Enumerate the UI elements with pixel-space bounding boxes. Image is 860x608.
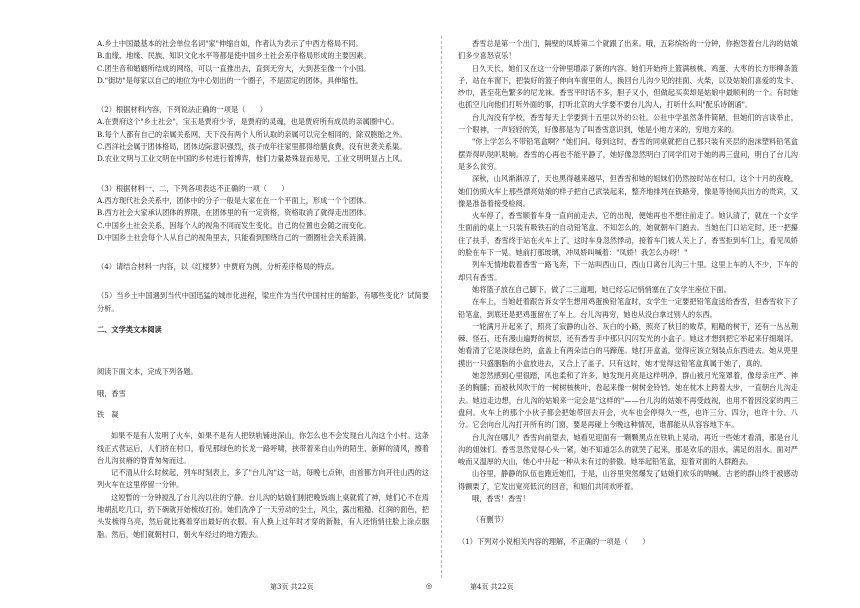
q2-option-c: C.西洋社会属于团体格局，团体边际意识强烈，孩子成年往家里都得给膳食费，没有世袭关系渠。	[97, 142, 407, 152]
right-page-column	[458, 38, 798, 548]
question-4: （4）请结合材料一内容，以《红楼梦》中贾府为例，分析差序格局的特点。	[97, 262, 339, 272]
story-paragraph: 这短暂的一分钟搅乱了台儿沟以往的宁静。台儿沟的姑娘们刚把晚饭端上桌就慌了神，她们心不在焉地胡乱吃几口，扔下碗就开始梳妆打扮。她们洗净了一天劳动的尘土，风尘，露出粗糙、红润的面色，把头发梳得乌亮，然后就比赛着穿出最好的衣服。有人换上过年时才穿的新鞋，有人还悄悄往脸上涂点胭脂。然后，她们就朝村口，朝火车经过的地方跑去。	[97, 492, 429, 539]
question-2: （2）根据材料内容，下列说法正确的一项是（ ）	[97, 105, 267, 115]
story-author: 铁 凝	[97, 409, 119, 419]
story-paragraph: 列车无情地载着香雪一路飞奔，下一站叫西山口，西山口离台儿沟三十里。这里上车的人不少，下车的却只有香雪。	[458, 260, 798, 282]
q3-option-c: C.中国乡土社会关系，因每个人的视角不同而发生变化，自己的位置也会随之而变化。	[97, 220, 371, 230]
reading-intro: 阅读下面文本，完成下列各题。	[97, 367, 198, 377]
left-page-column	[97, 38, 429, 541]
story-paragraph: 深秋，山风渐渐凉了，天也黑得越来越早，但香雪和她的姐妹们仍然按时站在村口，这个十月的夜晚，她们仿照火车上那些漂亮姑娘的样子把自己武装起来，整齐地排列在铁路旁，像是等待阅兵出方的贵宾，又像是准备着接受检阅。	[458, 174, 798, 208]
story-paragraph: "你上学怎么不带铅笔盒啊？"她们问。每到这时，香雪的同桌就把自己那只装有夹层的泡沫塑料铅笔盒摆弄得叭哒叭哒响。香雪的心再也不能平静了，她好像忽然明白了同学们对于她的再三盘问，明白了台儿沟是多么贫穷。	[458, 137, 798, 171]
story-paragraph: 台儿沟在哪儿？香雪向前望去，她看见迎面有一颗颗黑点在铁轨上晃动，再近一些她才看清，那是台儿沟的姐妹们。香雪忽然觉得心头一紧，她不知道怎么的就哭了起来，那是欢乐的泪水，满足的泪水。面对严峻而又温厚的大山，她心中升起一种从未有过的骄傲。她举起铅笔盒，迎着对面的人群跑去。	[458, 432, 798, 467]
question-5: （5）当乡土中国遇到当代中国迅猛的城市化进程，梁庄作为当代中国村庄的缩影，有哪些变化？试简要分析。	[97, 291, 429, 313]
q3-option-b: B.西方社会大家承认团体的界限，在团体里的有一定资格，资格取消了就得走出团体。	[97, 208, 371, 218]
story-paragraph: 台儿沟没有学校，香雪每天上学要到十五里以外的公社。公社中学虽然条件简陋，但她们的言谈举止，一个眼神，一声轻轻的笑，好像都是为了叫香雪意识到，她是小地方来的，穷地方来的。	[458, 112, 798, 135]
q1-option-c: C.团生音和婚姻所结成的网络，可以一直推出去，直到无穷大，大到甚至像一个小国。	[97, 63, 371, 73]
story-paragraph: 她将篮子放在自己脚下，做了二三道题，她已经忘记悄悄塞在了女学生座位下面。	[472, 284, 731, 294]
q2-option-a: A.在贾府这个"乡土社会"，宝玉是贾府少爷，是贾府的灵魂，也是贾府所有成员的亲属圈中心。	[97, 117, 399, 127]
binding-mark: ◎	[426, 582, 433, 590]
right-page-number: 第4页 共22页	[470, 583, 514, 591]
section-heading: 二、文学类文本阅读	[97, 325, 162, 335]
q1-option-a: A.乡土中国最基本的社会单位名词"家"伸缩自如，作者认为表示了中西方格局不同。	[97, 39, 363, 48]
story-paragraph: 记不清从什么时候起，列车时刻表上，多了"台儿沟"这一站，每晚七点钟，由首都方向开往山西的这列火车在这里停留一分钟。	[97, 468, 429, 490]
question-1: （1）下列对小说相关内容的理解，不正确的一项是（ ）	[458, 536, 650, 546]
story-closing-line: 哦，香雪！香雪！	[472, 493, 530, 503]
story-paragraph: 她忽然感到心里很踏，风也柔和了许多，她发现月亮是这样明净，群山被月光笼罩着，像母亲庄严、神圣的胸脯；而被秋风吹干的一树树核桃叶，卷起来像一树树金铃铛。她在枕木上跨着大步，一直朝台儿沟走去。她边走边想，台儿沟的姑娘来一定会是"这样的"——台儿沟的姑娘不再受歧视，也用不着因没家的两三盘问。火车上的那个小伙子都会把她带回去开会，火车也会停得久一些，也许三分、四分，也许十分、八分。它会向台儿沟打开所有的门窗，要是再碰上今晚这种情况，谁都能从从容容地下车。	[458, 371, 798, 430]
question-3: （3）根据材料一、二，下列各项表达不正确的一项（ ）	[97, 183, 289, 193]
q1-options	[97, 38, 429, 87]
q1-option-b: B.血缘、地缘、民族、知识文化水平等都是使中国乡土社会差序格局形成的主要因素。	[97, 51, 371, 61]
page-divider	[441, 36, 442, 578]
story-paragraph: 在车上，当她赶着跟告诉女学生想用鸡蛋换铅笔盒时，女学生一定要把铅笔盒送给香雪，但香雪收下了铅笔盒，到底还是把鸡蛋留在了车上。台儿沟再穷，她也从没白拿过别人的东西。	[458, 297, 798, 319]
story-paragraph: 如果不是有人发明了火车，如果不是有人把铁轨铺进深山，你怎么也不会发现台儿沟这个小村。这条线正式营运后，人们挤在村口，看见那绿色的长龙一路呼啸，挟带着来自山外的陌生、新鲜的清风，擦着台儿沟贫瘠的脊背匆匆而过。	[97, 431, 429, 465]
q2-option-b: B.每个人都有自己的亲属关系网，天下没有两个人所认取的亲属可以完全相同的，除双胞胎之外。	[97, 129, 407, 139]
left-page-number: 第3页 共22页	[270, 583, 314, 591]
story-paragraph: 火车停了，香雪顺着车身一直向前走去，它的出现，便她再也不想往前走了。她认清了，就在一个女学生面前的桌上一只装有吸铁石的自动铅笔盒。不知怎么的，她就朝车门跑去。当她在门口站定时，还一把攥住了扶手，香雪终于站在火车上了。这时车身忽然悸动，接着车门被人关上了，香雪拒到车门上，看见凤娇的脸在车下一晃。她前打那玻璃，冲凤娇叫喊着："凤娇！我怎么办呀！"	[458, 211, 798, 258]
story-title: 哦，香雪	[97, 388, 126, 398]
story-paragraph: 日久天长，她们又在这一分钟里增添了新的内容。她们开始挎上篮满核桃、鸡蛋、大枣的长方形柳条篮子，站在车窗下，把装好的篮子伸向车窗里的人，换回台儿沟少见的挂面、火柴，以及姑娘们喜爱的发卡、纱巾，甚至花色繁多的尼龙袜。香雪平时话不多，胆子又小，但做起买卖却是姑娘中最顺利的一个。有时她也抓空儿向他们打听外面的事，打听北京的大学要不要台儿沟人，打听什么叫"配乐诗朗诵"。	[458, 63, 798, 110]
story-paragraph: 香雪总是第一个出门，隔壁的凤娇第二个就跟了出来。哦，五彩缤纷的一分钟，你抱怨着台儿沟的姑娘们多少喜怒哀乐！	[458, 39, 798, 61]
story-paragraph: 一轮满月升起来了，照亮了寂静的山谷、灰白的小路，照亮了秋日的败草，粗糙的树干，还有一丛丛荆棘、怪石，还有漫山遍野的树层，还有香雪手中那只闪闪发光的小盒子。她这才想到把它举起来仔细端详。她看清了它是淡绿色的，盒盖上有两朵洁白的马蹄莲。她打开盒盖，觉得应该立刻装点东西进去。她从兜里摸出一只盛胭脂的小盒放进去，又合上了盖子。只有这时，她才觉得这铅笔盒真属于她了，真的。	[458, 321, 798, 368]
q3-option-a: A.西方现代社会关系中，团体中的分子一般是大家在在一个平面上，形成一个个团体。	[97, 195, 371, 205]
abridged-note: （有删节）	[472, 515, 508, 525]
q2-option-d: D.农业文明与工业文明在中国的乡村进行着博弈，他们力量悬殊显而易见，工业文明明显占上风。	[97, 154, 407, 164]
q3-option-d: D.中国乡土社会每个人从自己的视角里去，只能看到围绕自己的一圈圈社会关系涟漪。	[97, 232, 371, 242]
q1-option-d: D."街坊"是每家以自己的地位为中心划出的一个圈子，不是固定的团体，具伸缩性。	[97, 75, 363, 85]
story-paragraph: 山谷里，静静的队伍也跑近她们，于是，山谷里突然爆发了姑娘们欢乐的呐喊。古老的群山终于被感动得颤栗了，它发出宽亮低沉的回音，和姐们共同欢呼着。	[458, 469, 798, 491]
